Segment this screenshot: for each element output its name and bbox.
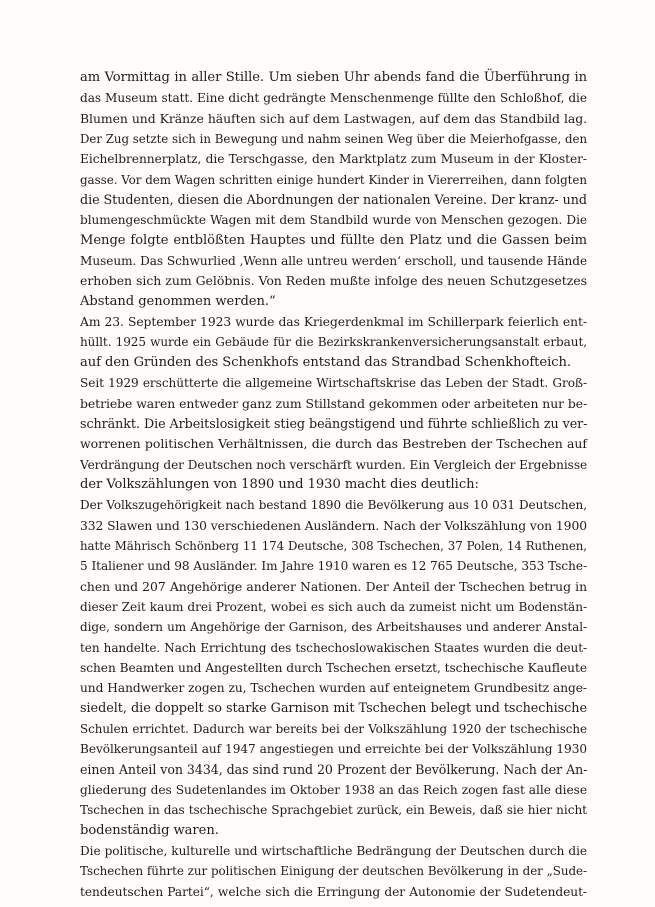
text-line: gasse. Vor dem Wagen schritten einige hundert Kinder in Viererreihen, dann folgten bbox=[80, 172, 587, 187]
text-line: dieser Zeit kaum drei Prozent, wobei es sich auch da zumeist nicht um Bodenstän- bbox=[80, 599, 587, 614]
text-line: 5 Italiener und 98 Ausländer. Im Jahre 1910 waren es 12 765 Deutsche, 353 Tsche- bbox=[80, 559, 587, 574]
text-line: siedelt, die doppelt so starke Garnison mit Tschechen belegt und tschechische bbox=[80, 700, 587, 716]
body-text bbox=[80, 68, 587, 902]
text-line: einen Anteil von 3434, das sind rund 20 Prozent der Bevölkerung. Nach der An- bbox=[80, 761, 588, 777]
text-line: ten handelte. Nach Errichtung des tschechoslowakischen Staates wurden die deut- bbox=[80, 640, 587, 655]
text-line: worrenen politischen Verhältnissen, die durch das Bestreben der Tschechen auf bbox=[80, 436, 587, 452]
text-line: Blumen und Kränze häuften sich auf dem Lastwagen, auf dem das Standbild lag. bbox=[80, 110, 587, 126]
text-line: chen und 207 Angehörige anderer Nationen. Der Anteil der Tschechen betrug in bbox=[80, 578, 587, 594]
text-line: Museum. Das Schwurlied ‚Wenn alle untreu werden‘ erscholl, und tausende Hände bbox=[80, 254, 588, 269]
text-line: Die politische, kulturelle und wirtschaftliche Bedrängung der Deutschen durch die bbox=[80, 844, 587, 859]
text-line: Seit 1929 erschütterte die allgemeine Wirtschaftskrise das Leben der Stadt. Groß- bbox=[80, 376, 587, 391]
text-line: Der Volkszugehörigkeit nach bestand 1890 die Bevölkerung aus 10 031 Deutschen, bbox=[80, 498, 587, 513]
text-line: Tschechen führte zur politischen Einigung der deutschen Bevölkerung in der „Sude- bbox=[80, 864, 587, 879]
text-line: erhoben sich zum Gelöbnis. Von Reden mußte infolge des neuen Schutzgesetzes bbox=[80, 273, 587, 289]
text-line: Eichelbrennerplatz, die Terschgasse, den Marktplatz zum Museum in der Kloster- bbox=[80, 152, 587, 167]
text-line: tendeutschen Partei“, welche sich die Erringung der Autonomie der Sudetendeut- bbox=[80, 884, 587, 899]
text-line: schen Beamten und Angestellten durch Tschechen ersetzt, tschechische Kaufleute bbox=[80, 660, 587, 675]
text-line: auf den Gründen des Schenkhofs entstand das Strandbad Schenkhofteich. bbox=[80, 354, 572, 370]
text-line: Am 23. September 1923 wurde das Kriegerdenkmal im Schillerpark feierlich ent- bbox=[80, 315, 587, 330]
text-line: hatte Mährisch Schönberg 11 174 Deutsche, 308 Tschechen, 37 Polen, 14 Ruthenen, bbox=[80, 538, 587, 553]
text-line: Menge folgte entblößten Hauptes und füllte den Platz und die Gassen beim bbox=[80, 232, 587, 248]
text-line: Verdrängung der Deutschen noch verschärft wurden. Ein Vergleich der Ergebnisse bbox=[80, 457, 588, 472]
text-line: und Handwerker zogen zu, Tschechen wurden auf enteignetem Grundbesitz ange- bbox=[80, 681, 587, 696]
text-line: dige, sondern um Angehörige der Garnison, des Arbeitshauses und anderer Anstal- bbox=[80, 620, 587, 635]
text-line: Tschechen in das tschechische Sprachgebiet zurück, ein Beweis, daß sie hier nicht bbox=[80, 803, 587, 818]
text-line: das Museum statt. Eine dicht gedrängte Menschenmenge füllte den Schloßhof, die bbox=[80, 91, 587, 106]
text-line: gliederung des Sudetenlandes im Oktober 1938 an das Reich zogen fast alle diese bbox=[80, 783, 587, 798]
text-line: schränkt. Die Arbeitslosigkeit stieg beängstigend und führte schließlich zu ver- bbox=[80, 415, 588, 431]
text-line: hüllt. 1925 wurde ein Gebäude für die Bezirkskrankenversicherungsanstalt erbaut, bbox=[80, 335, 587, 350]
text-line: Schulen errichtet. Dadurch war bereits bei der Volkszählung 1920 der tschechische bbox=[80, 722, 587, 736]
text-line: der Volkszählungen von 1890 und 1930 macht dies deutlich: bbox=[80, 476, 479, 492]
text-line: am Vormittag in aller Stille. Um sieben Uhr abends fand die Überführung in bbox=[80, 70, 587, 85]
text-line: betriebe waren entweder ganz zum Stillstand gekommen oder arbeiteten nur be- bbox=[80, 395, 588, 411]
text-line: Der Zug setzte sich in Bewegung und nahm seinen Weg über die Meierhofgasse, den bbox=[80, 132, 587, 147]
text-line: bodenständig waren. bbox=[80, 822, 219, 838]
text-line: Abstand genommen werden.“ bbox=[80, 293, 276, 309]
text-line: die Studenten, diesen die Abordnungen der nationalen Vereine. Der kranz- und bbox=[80, 192, 588, 208]
text-line: Bevölkerungsanteil auf 1947 angestiegen und erreichte bei der Volkszählung 1930 bbox=[80, 742, 587, 757]
text-line: blumengeschmückte Wagen mit dem Standbild wurde von Menschen gezogen. Die bbox=[80, 213, 587, 228]
text-line: 332 Slawen und 130 verschiedenen Ausländern. Nach der Volkszählung von 1900 bbox=[80, 518, 587, 533]
